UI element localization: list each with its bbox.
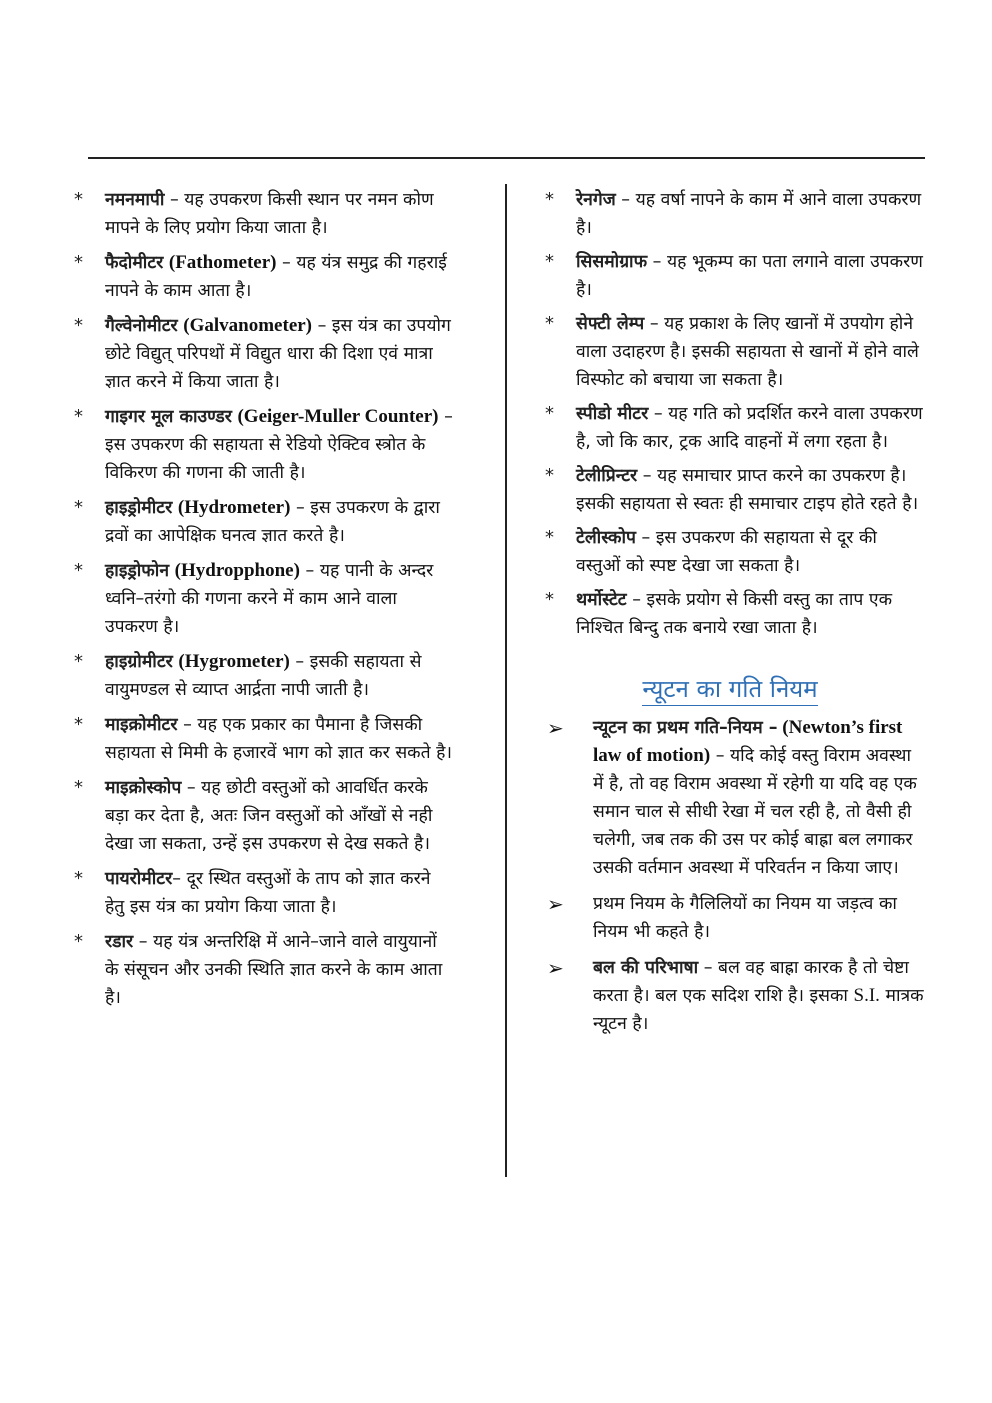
item-description: – यह यंत्र अन्तरिक्षि में आने–जाने वाले वायुयानों के संसूचन और उनकी स्थिति ज्ञात करने के काम आता है। — [105, 932, 443, 1008]
asterisk-bullet-icon: * — [545, 589, 554, 610]
arrow-bullet-icon: ➢ — [547, 892, 564, 916]
instrument-term: टेलीप्रिन्टर — [576, 466, 638, 486]
left-column — [74, 186, 454, 1019]
force-description: – बल वह बाह्रा कारक है तो चेष्टा करता है। बल एक सदिश राशि है। इसका — [593, 958, 909, 1006]
instrument-term: टेलीस्कोप — [576, 528, 636, 548]
top-rule — [88, 157, 925, 159]
asterisk-bullet-icon: * — [74, 315, 83, 336]
list-item — [545, 462, 925, 518]
item-description: – इस यंत्र का उपयोग छोटे विद्युत् परिपथों में विद्युत धारा की दिशा एवं मात्रा ज्ञात करने में किया जाता है। — [105, 316, 451, 392]
english-term: (Hygrometer) — [178, 651, 290, 672]
english-term: (Hydrometer) — [177, 497, 291, 518]
item-description: – यह उपकरण किसी स्थान पर नमन कोण मापने के लिए प्रयोग किया जाता है। — [105, 190, 434, 238]
list-item — [74, 774, 454, 858]
english-term: (Hydropphone) — [174, 560, 300, 581]
asterisk-bullet-icon: * — [74, 560, 83, 581]
item-description: – यह पानी के अन्दर ध्वनि–तरंगो की गणना करने में काम आने वाला उपकरण है। — [105, 561, 434, 637]
list-item — [74, 648, 454, 704]
asterisk-bullet-icon: * — [74, 777, 83, 798]
list-item — [74, 711, 454, 767]
list-item — [74, 928, 454, 1012]
force-description-end: मात्रक न्यूटन है। — [593, 986, 924, 1034]
instrument-term: गाइगर मूल काउण्डर — [105, 407, 232, 427]
item-description: – इसकी सहायता से वायुमण्डल से व्याप्त आर्द्रता नापी जाती है। — [105, 652, 422, 700]
item-description: – इसके प्रयोग से किसी वस्तु का ताप एक निश्चित बिन्दु तक बनाये रखा जाता है। — [576, 590, 893, 638]
list-item — [545, 400, 925, 456]
instrument-term: हाइड्रोफोन — [105, 561, 170, 581]
item-description: – यह भूकम्प का पता लगाने वाला उपकरण है। — [576, 252, 923, 300]
english-term: (Geiger-Muller Counter) — [237, 406, 439, 427]
instrument-term: सेफ्टी लेम्प — [576, 314, 645, 334]
list-item — [74, 249, 454, 305]
asterisk-bullet-icon: * — [74, 931, 83, 952]
instrument-term: नमनमापी — [105, 190, 165, 210]
list-item — [545, 586, 925, 642]
instrument-term: फैदोमीटर — [105, 253, 164, 273]
item-description: – यह एक प्रकार का पैमाना है जिसकी सहायता से मिमी के हजारवें भाग को ज्ञात कर सकते है। — [105, 715, 453, 763]
instrument-term: रेनगेज — [576, 190, 616, 210]
english-term: (Galvanometer) — [183, 315, 313, 336]
law-description: – यदि कोई वस्तु विराम अवस्था में है, तो वह विराम अवस्था में रहेगी या यदि वह एक समान चाल से सीधी रेखा में चल रही है, तो वैसी ही चलेगी, जब तक की उस पर कोई बाह्रा बल लगाकर उसकी वर्तमान अवस्था में परिवर्तन न किया जाए। — [593, 746, 917, 878]
list-item — [74, 865, 454, 921]
instrument-term: माइक्रोस्कोप — [105, 778, 182, 798]
asterisk-bullet-icon: * — [74, 651, 83, 672]
column-divider — [505, 184, 507, 1177]
section-heading: न्यूटन का गति नियम — [545, 672, 925, 706]
asterisk-bullet-icon: * — [74, 252, 83, 273]
asterisk-bullet-icon: * — [545, 403, 554, 424]
asterisk-bullet-icon: * — [74, 868, 83, 889]
list-item — [74, 403, 454, 487]
asterisk-bullet-icon: * — [74, 714, 83, 735]
asterisk-bullet-icon: * — [545, 313, 554, 334]
list-item — [74, 312, 454, 396]
item-description: – यह छोटी वस्तुओं को आवर्धित करके बड़ा कर देता है, अतः जिन वस्तुओं को आँखों से नही देखा जा सकता, उन्हें इस उपकरण से देख सकते है। — [105, 778, 433, 854]
newton-point-galileo — [545, 890, 925, 946]
asterisk-bullet-icon: * — [545, 251, 554, 272]
english-term: (Fathometer) — [168, 252, 277, 273]
right-column — [545, 186, 925, 1046]
list-item — [74, 557, 454, 641]
list-item — [545, 248, 925, 304]
instrument-term: रडार — [105, 932, 134, 952]
law-term: न्यूटन का प्रथम गति–नियम – — [593, 718, 778, 738]
force-definition — [545, 954, 925, 1038]
force-term: बल की परिभाषा — [593, 958, 699, 978]
asterisk-bullet-icon: * — [74, 497, 83, 518]
list-item — [545, 186, 925, 242]
point-text: प्रथम नियम के गैलिलियों का नियम या जड़त्व का नियम भी कहते है। — [593, 894, 897, 942]
instrument-term: स्पीडो मीटर — [576, 404, 649, 424]
item-description: – यह वर्षा नापने के काम में आने वाला उपकरण है। — [576, 190, 922, 238]
instrument-term: थर्मोस्टेट — [576, 590, 627, 610]
item-description: – दूर स्थित वस्तुओं के ताप को ज्ञात करने हेतु इस यंत्र का प्रयोग किया जाता है। — [105, 869, 431, 917]
instrument-term: गैल्वेनोमीटर — [105, 316, 178, 336]
english-term: (Newton’s first law of motion) — [593, 717, 903, 766]
asterisk-bullet-icon: * — [545, 189, 554, 210]
instrument-term: माइक्रोमीटर — [105, 715, 178, 735]
asterisk-bullet-icon: * — [545, 527, 554, 548]
item-description: – इस उपकरण की सहायता से रेडियो ऐक्टिव स्त्रोत के विकिरण की गणना की जाती है। — [105, 407, 453, 483]
instrument-term: सिसमोग्राफ — [576, 252, 648, 272]
item-description: – इस उपकरण की सहायता से दूर की वस्तुओं को स्पष्ट देखा जा सकता है। — [576, 528, 877, 576]
instrument-term: हाइग्रोमीटर — [105, 652, 173, 672]
arrow-bullet-icon: ➢ — [547, 956, 564, 980]
asterisk-bullet-icon: * — [74, 406, 83, 427]
asterisk-bullet-icon: * — [74, 189, 83, 210]
item-description: – यह समाचार प्राप्त करने का उपकरण है। इसकी सहायता से स्वतः ही समाचार टाइप होते रहते है। — [576, 466, 919, 514]
instrument-term: पायरोमीटर — [105, 869, 173, 889]
asterisk-bullet-icon: * — [545, 465, 554, 486]
arrow-bullet-icon: ➢ — [547, 716, 564, 740]
instrument-term: हाइड्रोमीटर — [105, 498, 173, 518]
item-description: – यह यंत्र समुद्र की गहराई नापने के काम आता है। — [105, 253, 447, 301]
list-item — [545, 524, 925, 580]
list-item — [74, 186, 454, 242]
list-item — [74, 494, 454, 550]
item-description: – यह गति को प्रदर्शित करने वाला उपकरण है, जो कि कार, ट्रक आदि वाहनों में लगा रहता है। — [576, 404, 923, 452]
newton-first-law — [545, 714, 925, 882]
si-unit-label: S.I. — [853, 985, 880, 1006]
list-item — [545, 310, 925, 394]
item-description: – यह प्रकाश के लिए खानों में उपयोग होने वाला उदाहरण है। इसकी सहायता से खानों में होने वाले विस्फोट को बचाया जा सकता है। — [576, 314, 919, 390]
item-description: – इस उपकरण के द्वारा द्रवों का आपेक्षिक घनत्व ज्ञात करते है। — [105, 498, 440, 546]
